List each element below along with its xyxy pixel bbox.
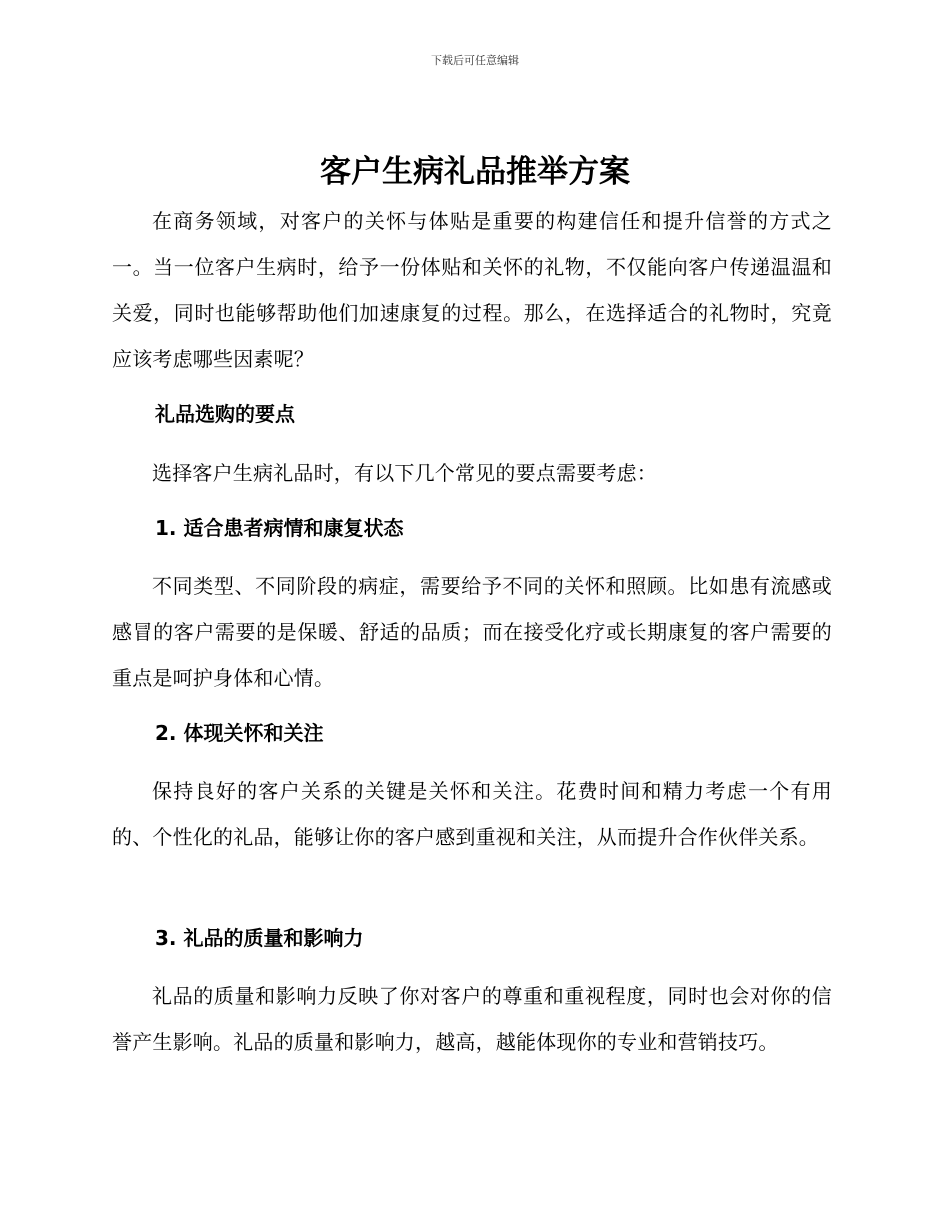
section-intro-paragraph: 选择客户生病礼品时，有以下几个常见的要点需要考虑：: [152, 461, 657, 485]
point-1-paragraph: 不同类型、不同阶段的病症，需要给予不同的关怀和照顾。比如患有流感或感冒的客户需要的是保暖、舒适的品质；而在接受化疗或长期康复的客户需要的重点是呵护身体和心情。: [112, 574, 832, 690]
point-1-heading: 1. 适合患者病情和康复状态: [155, 516, 404, 540]
intro-paragraph: 在商务领域，对客户的关怀与体贴是重要的构建信任和提升信誉的方式之一。当一位客户生病时，给予一份体贴和关怀的礼物，不仅能向客户传递温温和关爱，同时也能够帮助他们加速康复的过程。那么，在选择适合的礼物时，究竟应该考虑哪些因素呢？: [112, 209, 832, 371]
section-heading: 礼品选购的要点: [155, 402, 295, 426]
point-2-paragraph: 保持良好的客户关系的关键是关怀和关注。花费时间和精力考虑一个有用的、个性化的礼品，能够让你的客户感到重视和关注，从而提升合作伙伴关系。: [112, 779, 832, 849]
document-title: 客户生病礼品推举方案: [320, 154, 630, 190]
point-2-heading: 2. 体现关怀和关注: [155, 721, 324, 745]
point-3-heading: 3. 礼品的质量和影响力: [155, 926, 364, 950]
header-note: 下载后可任意编辑: [431, 54, 519, 67]
point-3-paragraph: 礼品的质量和影响力反映了你对客户的尊重和重视程度，同时也会对你的信誉产生影响。礼品的质量和影响力，越高，越能体现你的专业和营销技巧。: [112, 984, 832, 1054]
